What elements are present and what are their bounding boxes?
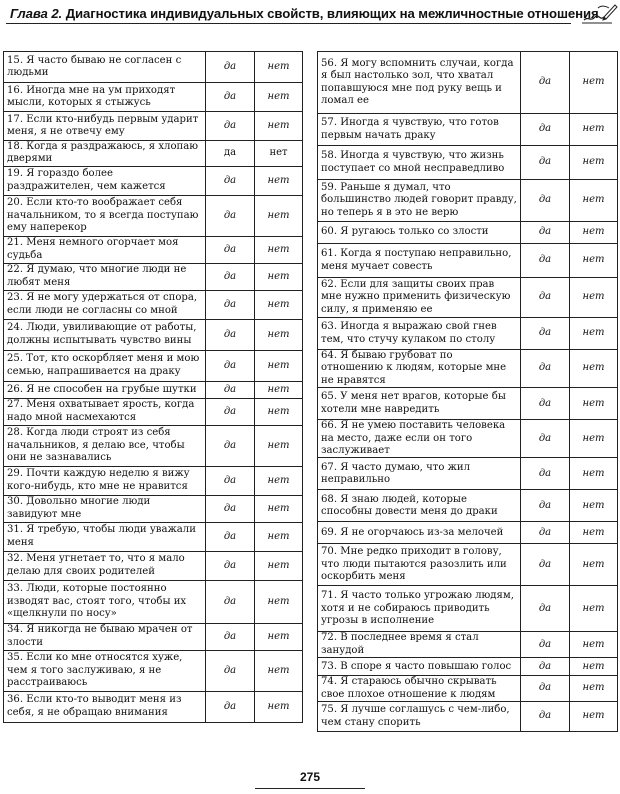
question-text: 60. Я ругаюсь только со злости bbox=[318, 222, 521, 244]
answer-no[interactable]: нет bbox=[570, 222, 618, 244]
answer-yes[interactable]: да bbox=[521, 318, 570, 350]
answer-yes[interactable]: да bbox=[206, 425, 255, 466]
question-text: 65. У меня нет врагов, которые бы хотели мне навредить bbox=[318, 388, 521, 420]
page-number: 275 bbox=[299, 770, 321, 784]
answer-no[interactable]: нет bbox=[255, 290, 303, 319]
answer-no[interactable]: нет bbox=[255, 381, 303, 398]
answer-yes[interactable]: да bbox=[206, 691, 255, 722]
answer-no[interactable]: нет bbox=[570, 350, 618, 388]
footer-rule bbox=[255, 788, 365, 789]
answer-no[interactable]: нет bbox=[255, 83, 303, 112]
answer-yes[interactable]: да bbox=[521, 632, 570, 658]
answer-yes[interactable]: да bbox=[206, 290, 255, 319]
answer-yes[interactable]: да bbox=[206, 83, 255, 112]
question-text: 27. Меня охватывает ярость, когда надо мной насмехаются bbox=[4, 398, 206, 425]
answer-no[interactable]: нет bbox=[255, 495, 303, 522]
answer-yes[interactable]: да bbox=[206, 495, 255, 522]
question-text: 28. Когда люди строят из себя начальников, я делаю все, чтобы они не зазнавались bbox=[4, 425, 206, 466]
answer-no[interactable]: нет bbox=[570, 180, 618, 222]
answer-no[interactable]: нет bbox=[255, 466, 303, 495]
question-row bbox=[4, 195, 303, 236]
chapter-title: Диагностика индивидуальных свойств, влияющих на межличностные отношения bbox=[65, 6, 599, 21]
question-text: 32. Меня угнетает то, что я мало делаю для своих родителей bbox=[4, 551, 206, 580]
answer-no[interactable]: нет bbox=[255, 650, 303, 691]
question-text: 74. Я стараюсь обычно скрывать свое плохое отношение к людям bbox=[318, 676, 521, 702]
answer-no[interactable]: нет bbox=[570, 544, 618, 586]
answer-no[interactable]: нет bbox=[570, 278, 618, 318]
answer-no[interactable]: нет bbox=[255, 141, 303, 167]
answer-yes[interactable]: да bbox=[521, 490, 570, 522]
answer-no[interactable]: нет bbox=[570, 52, 618, 114]
question-row bbox=[318, 180, 618, 222]
answer-yes[interactable]: да bbox=[206, 166, 255, 195]
question-row bbox=[318, 522, 618, 544]
question-text: 34. Я никогда не бываю мрачен от злости bbox=[4, 623, 206, 650]
question-row bbox=[4, 52, 303, 83]
question-text: 62. Если для защиты своих прав мне нужно применить физическую силу, я применяю ее bbox=[318, 278, 521, 318]
question-text: 69. Я не огорчаюсь из-за мелочей bbox=[318, 522, 521, 544]
answer-no[interactable]: нет bbox=[255, 319, 303, 350]
answer-no[interactable]: нет bbox=[255, 551, 303, 580]
answer-no[interactable]: нет bbox=[570, 522, 618, 544]
answer-no[interactable]: нет bbox=[570, 114, 618, 146]
question-text: 36. Если кто-то выводит меня из себя, я не обращаю внимания bbox=[4, 691, 206, 722]
answer-yes[interactable]: да bbox=[521, 586, 570, 632]
question-row bbox=[318, 702, 618, 732]
answer-yes[interactable]: да bbox=[521, 222, 570, 244]
question-row bbox=[4, 580, 303, 623]
answer-no[interactable]: нет bbox=[255, 112, 303, 141]
question-row bbox=[318, 658, 618, 676]
left-questions-table bbox=[3, 51, 303, 723]
answer-no[interactable]: нет bbox=[570, 318, 618, 350]
question-row bbox=[4, 263, 303, 290]
question-text: 21. Меня немного огорчает моя судьба bbox=[4, 236, 206, 263]
question-text: 22. Я думаю, что многие люди не любят меня bbox=[4, 263, 206, 290]
question-row bbox=[318, 388, 618, 420]
question-row bbox=[318, 222, 618, 244]
question-row bbox=[4, 551, 303, 580]
answer-no[interactable]: нет bbox=[255, 623, 303, 650]
answer-yes[interactable]: да bbox=[521, 244, 570, 278]
question-text: 15. Я часто бываю не согласен с людьми bbox=[4, 52, 206, 83]
answer-yes[interactable]: да bbox=[521, 522, 570, 544]
question-text: 61. Когда я поступаю неправильно, меня мучает совесть bbox=[318, 244, 521, 278]
answer-yes[interactable]: да bbox=[521, 458, 570, 490]
answer-yes[interactable]: да bbox=[206, 112, 255, 141]
answer-yes[interactable]: да bbox=[521, 114, 570, 146]
answer-no[interactable]: нет bbox=[570, 490, 618, 522]
answer-yes[interactable]: да bbox=[521, 658, 570, 676]
answer-no[interactable]: нет bbox=[255, 166, 303, 195]
question-row bbox=[4, 691, 303, 722]
question-row bbox=[4, 166, 303, 195]
question-row bbox=[4, 141, 303, 167]
answer-no[interactable]: нет bbox=[255, 580, 303, 623]
pen-writing-icon bbox=[578, 2, 618, 26]
question-text: 71. Я часто только угрожаю людям, хотя и не собираюсь приводить угрозы в исполнение bbox=[318, 586, 521, 632]
question-row bbox=[318, 52, 618, 114]
question-row bbox=[4, 319, 303, 350]
question-text: 64. Я бываю грубоват по отношению к людям, которые мне не нравятся bbox=[318, 350, 521, 388]
answer-no[interactable]: нет bbox=[255, 398, 303, 425]
question-row bbox=[4, 623, 303, 650]
question-row bbox=[318, 114, 618, 146]
question-text: 35. Если ко мне относятся хуже, чем я того заслуживаю, я не расстраиваюсь bbox=[4, 650, 206, 691]
question-text: 59. Раньше я думал, что большинство людей говорит правду, но теперь я в это не верю bbox=[318, 180, 521, 222]
answer-no[interactable]: нет bbox=[570, 586, 618, 632]
question-text: 73. В споре я часто повышаю голос bbox=[318, 658, 521, 676]
answer-yes[interactable]: да bbox=[206, 381, 255, 398]
answer-no[interactable]: нет bbox=[570, 244, 618, 278]
answer-yes[interactable]: да bbox=[521, 676, 570, 702]
answer-yes[interactable]: да bbox=[521, 278, 570, 318]
question-text: 31. Я требую, чтобы люди уважали меня bbox=[4, 522, 206, 551]
answer-no[interactable]: нет bbox=[570, 632, 618, 658]
question-text: 30. Довольно многие люди завидуют мне bbox=[4, 495, 206, 522]
answer-yes[interactable]: да bbox=[206, 522, 255, 551]
question-row bbox=[318, 458, 618, 490]
answer-no[interactable]: нет bbox=[255, 263, 303, 290]
question-row bbox=[318, 350, 618, 388]
question-text: 58. Иногда я чувствую, что жизнь поступает со мной несправедливо bbox=[318, 146, 521, 180]
question-row bbox=[4, 522, 303, 551]
question-row bbox=[4, 398, 303, 425]
question-text: 70. Мне редко приходит в голову, что люди пытаются разозлить или оскорбить меня bbox=[318, 544, 521, 586]
answer-no[interactable]: нет bbox=[255, 195, 303, 236]
chapter-label: Глава 2. bbox=[10, 6, 63, 21]
question-text: 63. Иногда я выражаю свой гнев тем, что стучу кулаком по столу bbox=[318, 318, 521, 350]
answer-no[interactable]: нет bbox=[255, 52, 303, 83]
answer-no[interactable]: нет bbox=[570, 146, 618, 180]
question-text: 19. Я гораздо более раздражителен, чем кажется bbox=[4, 166, 206, 195]
question-text: 18. Когда я раздражаюсь, я хлопаю дверями bbox=[4, 141, 206, 167]
question-text: 16. Иногда мне на ум приходят мысли, которых я стыжусь bbox=[4, 83, 206, 112]
question-text: 75. Я лучше соглашусь с чем-либо, чем стану спорить bbox=[318, 702, 521, 732]
answer-yes[interactable]: да bbox=[521, 146, 570, 180]
question-row bbox=[318, 278, 618, 318]
question-row bbox=[318, 676, 618, 702]
answer-yes[interactable]: да bbox=[521, 544, 570, 586]
question-row bbox=[4, 112, 303, 141]
question-row bbox=[318, 544, 618, 586]
answer-yes[interactable]: да bbox=[206, 236, 255, 263]
question-row bbox=[318, 490, 618, 522]
question-row bbox=[4, 466, 303, 495]
answer-yes[interactable]: да bbox=[206, 650, 255, 691]
question-row bbox=[4, 290, 303, 319]
question-text: 33. Люди, которые постоянно изводят вас, стоят того, чтобы их «щелкнули по носу» bbox=[4, 580, 206, 623]
answer-yes[interactable]: да bbox=[521, 350, 570, 388]
answer-no[interactable]: нет bbox=[255, 236, 303, 263]
question-text: 24. Люди, увиливающие от работы, должны испытывать чувство вины bbox=[4, 319, 206, 350]
answer-yes[interactable]: да bbox=[206, 580, 255, 623]
question-text: 66. Я не умею поставить человека на место, даже если он того заслуживает bbox=[318, 420, 521, 458]
answer-no[interactable]: нет bbox=[255, 350, 303, 381]
question-row bbox=[4, 425, 303, 466]
answer-yes[interactable]: да bbox=[206, 623, 255, 650]
answer-yes[interactable]: да bbox=[206, 398, 255, 425]
question-row bbox=[4, 495, 303, 522]
question-row bbox=[4, 83, 303, 112]
question-row bbox=[4, 650, 303, 691]
answer-no[interactable]: нет bbox=[255, 522, 303, 551]
question-row bbox=[318, 586, 618, 632]
question-row bbox=[318, 318, 618, 350]
answer-no[interactable]: нет bbox=[570, 420, 618, 458]
answer-yes[interactable]: да bbox=[206, 350, 255, 381]
answer-no[interactable]: нет bbox=[570, 458, 618, 490]
right-questions-table bbox=[317, 51, 618, 732]
answer-yes[interactable]: да bbox=[521, 702, 570, 732]
answer-yes[interactable]: да bbox=[206, 52, 255, 83]
question-row bbox=[318, 146, 618, 180]
answer-yes[interactable]: да bbox=[521, 180, 570, 222]
answer-yes[interactable]: да bbox=[521, 388, 570, 420]
answer-no[interactable]: нет bbox=[570, 676, 618, 702]
question-text: 68. Я знаю людей, которые способны довести меня до драки bbox=[318, 490, 521, 522]
answer-no[interactable]: нет bbox=[570, 702, 618, 732]
answer-yes[interactable]: да bbox=[521, 52, 570, 114]
answer-yes[interactable]: да bbox=[206, 466, 255, 495]
question-row bbox=[318, 244, 618, 278]
answer-yes[interactable]: да bbox=[206, 141, 255, 167]
question-text: 17. Если кто-нибудь первым ударит меня, я не отвечу ему bbox=[4, 112, 206, 141]
page-header bbox=[6, 2, 614, 24]
question-row bbox=[4, 381, 303, 398]
question-row bbox=[4, 350, 303, 381]
answer-yes[interactable]: да bbox=[206, 195, 255, 236]
question-text: 67. Я часто думаю, что жил неправильно bbox=[318, 458, 521, 490]
answer-no[interactable]: нет bbox=[570, 388, 618, 420]
header-title bbox=[10, 6, 599, 21]
question-text: 25. Тот, кто оскорбляет меня и мою семью, напрашивается на драку bbox=[4, 350, 206, 381]
question-text: 20. Если кто-то воображает себя начальником, то я всегда поступаю ему наперекор bbox=[4, 195, 206, 236]
question-row bbox=[318, 632, 618, 658]
answer-yes[interactable]: да bbox=[206, 263, 255, 290]
question-row bbox=[318, 420, 618, 458]
question-text: 29. Почти каждую неделю я вижу кого-нибудь, кто мне не нравится bbox=[4, 466, 206, 495]
answer-no[interactable]: нет bbox=[255, 425, 303, 466]
question-text: 26. Я не способен на грубые шутки bbox=[4, 381, 206, 398]
answer-no[interactable]: нет bbox=[570, 658, 618, 676]
answer-yes[interactable]: да bbox=[521, 420, 570, 458]
question-text: 72. В последнее время я стал занудой bbox=[318, 632, 521, 658]
question-text: 56. Я могу вспомнить случаи, когда я был настолько зол, что хватал попавшуюся мне под руку вещь и ломал ее bbox=[318, 52, 521, 114]
question-text: 23. Я не могу удержаться от спора, если люди не согласны со мной bbox=[4, 290, 206, 319]
question-text: 57. Иногда я чувствую, что готов первым начать драку bbox=[318, 114, 521, 146]
answer-no[interactable]: нет bbox=[255, 691, 303, 722]
header-rule bbox=[6, 23, 571, 24]
answer-yes[interactable]: да bbox=[206, 319, 255, 350]
question-row bbox=[4, 236, 303, 263]
answer-yes[interactable]: да bbox=[206, 551, 255, 580]
